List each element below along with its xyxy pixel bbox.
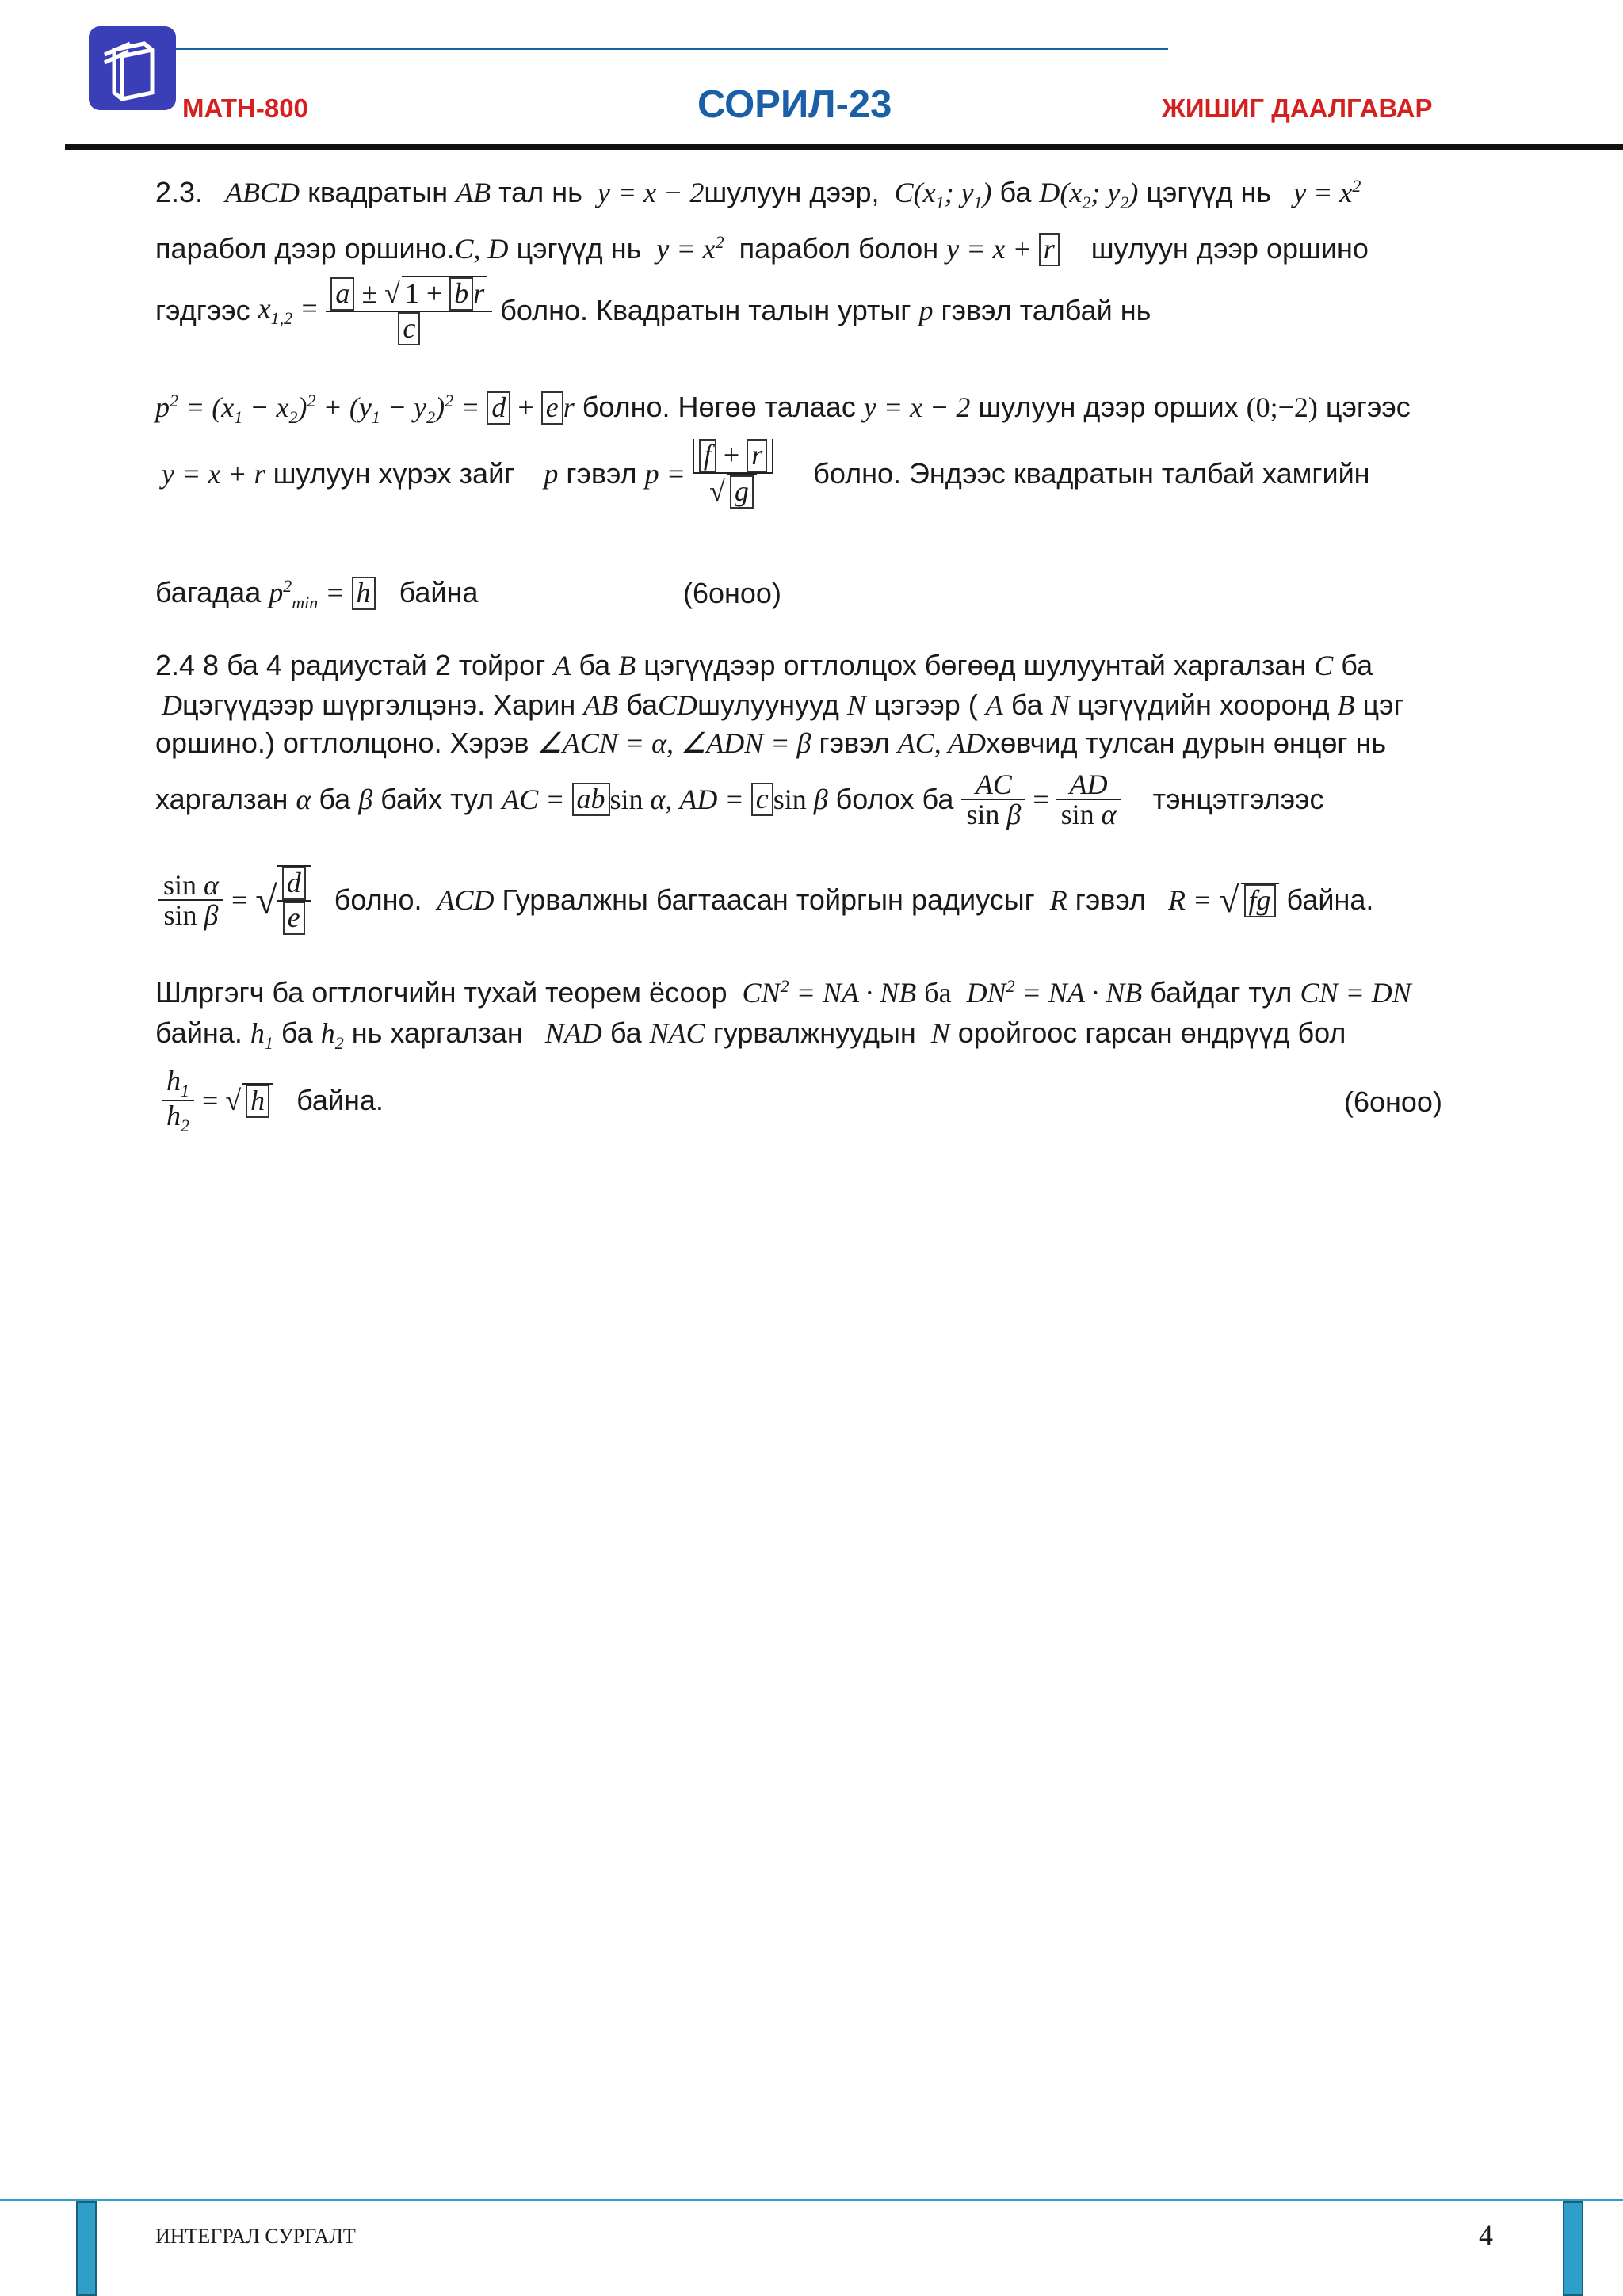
footer-bar-left xyxy=(76,2201,97,2296)
formula-sine-ratio-2: $\frac{AD}{\text{sin α}}$ xyxy=(1056,770,1121,829)
p24-line-5: $\frac{\text{sin α}}{\text{sin β}}$ = √ $\frac{d}{e}$ болно. ACD Гурвалжны багтаасан тойргын радиусыг R гэвэл R = √ fg байна. xyxy=(158,865,1373,935)
book-icon xyxy=(89,26,176,110)
course-label: MATH-800 xyxy=(182,93,308,123)
p23-line-3: гэдгээс $x_{1,2}$ = $\frac{\text{a ± √ 1 + b r}}{c}$ болно. Квадратын талын уртыг p гэвэл талбай нь xyxy=(155,277,1151,344)
p24-line-1: 2.4 8 ба 4 радиустай 2 тойрог A ба B цэгүүдээр огтлолцох бөгөөд шулуунтай харгалзан C ба xyxy=(155,649,1373,681)
page-number: 4 xyxy=(1479,2219,1493,2251)
logo xyxy=(89,26,176,110)
formula-p: $\frac{f + r}{√ g}$ xyxy=(693,439,773,509)
p23-line-1: 2.3. ABCD квадратын AB тал нь y = x − 2шулуун дээр, $C(x_1$; $y_1$) ба $D(x_2$; $y_2$) цэгүүд нь $y = x^2$ xyxy=(155,176,1361,213)
formula-x12: $\frac{\text{a ± √ 1 + b r}}{c}$ xyxy=(326,276,492,345)
p24-line-8: $\frac{h_1}{h_2}$ = √ h байна. xyxy=(162,1066,384,1135)
p24-line-7: байна. $h_1$ ба $h_2$ нь харгалзан NAD ба NAC гурвалжнуудын N оройгоос гарсан өндрүүд бол xyxy=(155,1016,1346,1054)
p23-line-6: багадаа $p^2_{min} = h$ байна xyxy=(155,576,479,613)
p24-line-2: Dцэгүүдээр шүргэлцэнэ. Харин AB баCDшулуунууд N цэгээр ( A ба N цэгүүдийн хооронд B цэг xyxy=(162,688,1404,721)
formula-sine-ratio-1: $\frac{AC}{\text{sin β}}$ xyxy=(961,770,1025,829)
section-label: ЖИШИГ ДААЛГАВАР xyxy=(1162,93,1433,123)
footer-rule xyxy=(0,2199,1623,2201)
footer-label: ИНТЕГРАЛ СУРГАЛТ xyxy=(155,2225,356,2248)
p23-line-2: парабол дээр оршино.C, D цэгүүд нь $y = x^2$ парабол болон y = x + r шулуун дээр оршино xyxy=(155,232,1369,265)
p24-score: (6оноо) xyxy=(1344,1085,1442,1118)
footer-bar-right xyxy=(1563,2201,1583,2296)
page-title: СОРИЛ-23 xyxy=(697,83,892,126)
header-top-rule xyxy=(176,48,1168,50)
answer-box-r: r xyxy=(1039,233,1060,266)
p24-line-3: оршино.) огтлолцоно. Хэрэв ∠ACN = α, ∠ADN = β гэвэл AC, ADхөвчид тулсан дурын өнцөг нь xyxy=(155,727,1387,759)
formula-h-ratio: $\frac{h_1}{h_2}$ xyxy=(162,1066,194,1135)
p23-line-4: $p^2 = (x_1 - x_2)^2 + (y_1 - y_2)^2 = d + e$ r болно. Нөгөө талаас y = x − 2 шулуун дээр орших (0;−2) цэгээс xyxy=(155,391,1411,428)
p24-line-6: Шлргэгч ба огтлогчийн тухай теорем ёсоор $CN^2$ = NA · NB ба $DN^2$ = NA · NB байдаг тул CN = DN xyxy=(155,976,1411,1009)
p23-line-5: y = x + r шулуун хүрэх зайг p гэвэл p = $\frac{f + r}{√ g}$ болно. Эндээс квадратын талбай хамгийн xyxy=(162,439,1370,507)
p24-line-4: харгалзан α ба β байх тул AC = ab sin α, AD = c sin β болох ба $\frac{AC}{\text{sin β}}$ = $\frac{AD}{\text{sin α}}$ тэнцэтгэлээс xyxy=(155,769,1324,830)
p23-score: (6оноо) xyxy=(683,577,781,609)
header-rule xyxy=(65,144,1623,150)
formula-sin-ratio: $\frac{\text{sin α}}{\text{sin β}}$ xyxy=(158,871,223,929)
problem-number: 2.3. xyxy=(155,176,204,208)
